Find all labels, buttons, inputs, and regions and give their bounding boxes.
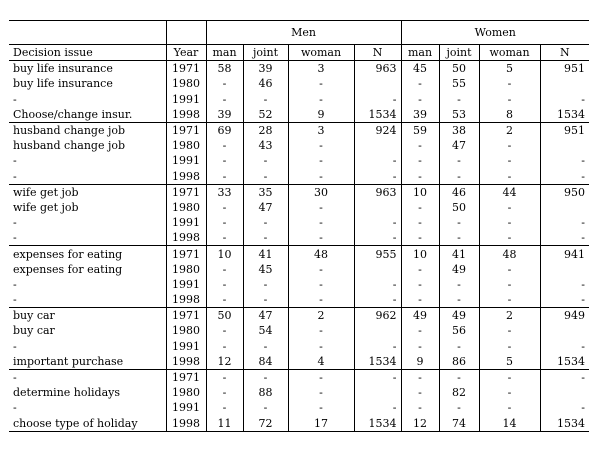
cell-women-man: - (401, 262, 439, 277)
cell-women-n (540, 138, 589, 153)
cell-women-joint: 49 (439, 308, 479, 324)
cell-year: 1998 (166, 416, 206, 432)
column-header-men-n: N (354, 45, 401, 61)
cell-women-woman: - (479, 76, 540, 91)
column-header-men-joint: joint (243, 45, 288, 61)
cell-women-n: - (540, 339, 589, 354)
cell-men-man: 10 (206, 246, 243, 262)
cell-women-woman: 5 (479, 354, 540, 370)
cell-women-joint: 86 (439, 354, 479, 370)
table-row (9, 230, 589, 246)
group-header-men: Men (206, 21, 401, 45)
cell-men-woman: - (288, 400, 354, 415)
cell-issue: choose type of holiday (9, 416, 166, 432)
cell-women-n: - (540, 277, 589, 292)
cell-women-man: 10 (401, 184, 439, 200)
table-row (9, 262, 589, 277)
cell-women-joint: 53 (439, 107, 479, 123)
cell-men-n: 963 (354, 61, 401, 77)
cell-men-n: 963 (354, 184, 401, 200)
table-row (9, 92, 589, 107)
cell-year: 1998 (166, 292, 206, 308)
cell-year: 1971 (166, 184, 206, 200)
cell-men-man: - (206, 292, 243, 308)
cell-men-woman: 48 (288, 246, 354, 262)
cell-men-n: - (354, 169, 401, 185)
cell-women-woman: - (479, 369, 540, 385)
cell-men-joint: - (243, 230, 288, 246)
cell-men-man: 50 (206, 308, 243, 324)
cell-year: 1971 (166, 369, 206, 385)
cell-women-woman: - (479, 215, 540, 230)
cell-issue: - (13, 401, 17, 415)
cell-men-n: 1534 (354, 354, 401, 370)
cell-issue: buy life insurance (9, 61, 166, 77)
cell-men-joint: - (243, 92, 288, 107)
cell-women-joint: 41 (439, 246, 479, 262)
cell-women-woman: - (479, 292, 540, 308)
cell-issue: husband change job (9, 122, 166, 138)
cell-year: 1980 (166, 323, 206, 338)
cell-year: 1998 (166, 354, 206, 370)
cell-men-man: - (206, 92, 243, 107)
cell-men-woman: - (288, 339, 354, 354)
cell-women-n (540, 76, 589, 91)
cell-issue: expenses for eating (13, 262, 123, 276)
cell-men-woman: - (288, 138, 354, 153)
cell-men-woman: - (288, 200, 354, 215)
cell-men-n: - (354, 277, 401, 292)
cell-men-joint: - (243, 215, 288, 230)
header-column-row (9, 45, 589, 61)
table-row (9, 76, 589, 91)
cell-women-joint: - (439, 230, 479, 246)
cell-women-n: 1534 (540, 416, 589, 432)
cell-men-man: - (206, 169, 243, 185)
cell-men-n: 955 (354, 246, 401, 262)
cell-women-man: - (401, 369, 439, 385)
cell-issue: buy car (13, 324, 55, 338)
cell-men-woman: - (288, 369, 354, 385)
cell-men-joint: 54 (243, 323, 288, 338)
cell-issue: - (13, 293, 17, 307)
cell-women-joint: - (439, 215, 479, 230)
cell-men-woman: - (288, 169, 354, 185)
cell-issue: wife get job (13, 200, 79, 214)
table-body (9, 61, 589, 432)
cell-men-joint: 47 (243, 200, 288, 215)
cell-women-joint: 38 (439, 122, 479, 138)
cell-issue: - (13, 154, 17, 168)
cell-women-n (540, 262, 589, 277)
cell-women-n (540, 385, 589, 400)
cell-year: 1971 (166, 61, 206, 77)
cell-women-woman: 44 (479, 184, 540, 200)
cell-women-n: - (540, 400, 589, 415)
empty-header-cell (166, 21, 206, 45)
cell-women-man: - (401, 215, 439, 230)
table-row (9, 277, 589, 292)
column-header-women-woman: woman (479, 45, 540, 61)
table-row (9, 339, 589, 354)
cell-men-woman: - (288, 76, 354, 91)
cell-women-n: 950 (540, 184, 589, 200)
empty-header-cell (9, 21, 166, 45)
table-row (9, 200, 589, 215)
cell-year: 1991 (166, 339, 206, 354)
cell-women-man: 59 (401, 122, 439, 138)
cell-year: 1971 (166, 246, 206, 262)
cell-women-joint: 82 (439, 385, 479, 400)
cell-men-joint: 28 (243, 122, 288, 138)
cell-year: 1980 (166, 385, 206, 400)
cell-men-woman: - (288, 92, 354, 107)
cell-women-n (540, 323, 589, 338)
cell-men-joint: - (243, 277, 288, 292)
cell-women-man: 9 (401, 354, 439, 370)
cell-issue: - (13, 339, 17, 353)
cell-women-joint: - (439, 400, 479, 415)
cell-women-woman: - (479, 277, 540, 292)
cell-women-woman: - (479, 200, 540, 215)
cell-women-n: 951 (540, 122, 589, 138)
cell-men-n: - (354, 92, 401, 107)
cell-women-woman: 8 (479, 107, 540, 123)
cell-women-man: - (401, 200, 439, 215)
cell-issue: - (13, 92, 17, 106)
cell-year: 1980 (166, 262, 206, 277)
table-row (9, 61, 589, 77)
cell-women-woman: - (479, 339, 540, 354)
cell-women-joint: 74 (439, 416, 479, 432)
cell-women-man: - (401, 339, 439, 354)
column-header-year: Year (166, 45, 206, 61)
cell-men-woman: - (288, 323, 354, 338)
cell-year: 1998 (166, 169, 206, 185)
cell-women-man: - (401, 230, 439, 246)
cell-men-man: 33 (206, 184, 243, 200)
cell-women-woman: - (479, 138, 540, 153)
cell-men-joint: 47 (243, 308, 288, 324)
cell-women-woman: - (479, 385, 540, 400)
cell-women-man: 10 (401, 246, 439, 262)
cell-women-woman: - (479, 323, 540, 338)
cell-women-woman: 14 (479, 416, 540, 432)
cell-men-man: 39 (206, 107, 243, 123)
cell-women-joint: 47 (439, 138, 479, 153)
table-row (9, 138, 589, 153)
cell-year: 1971 (166, 122, 206, 138)
cell-men-joint: - (243, 292, 288, 308)
group-header-women: Women (401, 21, 589, 45)
cell-issue: - (13, 277, 17, 291)
cell-women-man: 45 (401, 61, 439, 77)
cell-women-man: - (401, 400, 439, 415)
cell-men-man: - (206, 138, 243, 153)
cell-men-joint: 72 (243, 416, 288, 432)
cell-year: 1998 (166, 107, 206, 123)
cell-men-woman: 17 (288, 416, 354, 432)
cell-issue: - (13, 216, 17, 230)
cell-women-man: 39 (401, 107, 439, 123)
cell-year: 1971 (166, 308, 206, 324)
cell-men-n: 1534 (354, 107, 401, 123)
cell-men-joint: - (243, 369, 288, 385)
cell-men-joint: - (243, 400, 288, 415)
cell-women-man: - (401, 138, 439, 153)
cell-women-man: 12 (401, 416, 439, 432)
cell-year: 1998 (166, 230, 206, 246)
cell-men-n: 924 (354, 122, 401, 138)
cell-issue: determine holidays (13, 386, 120, 400)
cell-women-woman: - (479, 400, 540, 415)
decision-table-wrapper (9, 20, 589, 432)
cell-men-man: - (206, 369, 243, 385)
cell-women-joint: - (439, 292, 479, 308)
cell-year: 1991 (166, 92, 206, 107)
cell-men-n: - (354, 292, 401, 308)
cell-men-woman: 3 (288, 122, 354, 138)
column-header-women-man: man (401, 45, 439, 61)
cell-men-man: - (206, 76, 243, 91)
cell-men-woman: - (288, 277, 354, 292)
cell-year: 1991 (166, 215, 206, 230)
cell-women-joint: - (439, 169, 479, 185)
cell-women-man: - (401, 323, 439, 338)
cell-men-man: - (206, 385, 243, 400)
cell-issue: Choose/change insur. (13, 107, 133, 121)
cell-men-woman: - (288, 292, 354, 308)
table-row (9, 153, 589, 168)
table-row (9, 292, 589, 308)
cell-women-joint: 49 (439, 262, 479, 277)
cell-men-joint: 43 (243, 138, 288, 153)
cell-women-man: 49 (401, 308, 439, 324)
cell-men-woman: - (288, 215, 354, 230)
cell-women-n: 1534 (540, 107, 589, 123)
column-header-men-man: man (206, 45, 243, 61)
cell-men-n (354, 138, 401, 153)
cell-women-joint: - (439, 369, 479, 385)
table-row (9, 122, 589, 138)
cell-men-man: - (206, 200, 243, 215)
cell-men-joint: - (243, 339, 288, 354)
cell-men-n (354, 385, 401, 400)
cell-women-woman: - (479, 262, 540, 277)
cell-women-n: 941 (540, 246, 589, 262)
cell-men-n (354, 200, 401, 215)
cell-women-n: - (540, 292, 589, 308)
cell-women-joint: - (439, 92, 479, 107)
cell-year: 1991 (166, 400, 206, 415)
decision-table (9, 20, 589, 432)
cell-men-joint: 84 (243, 354, 288, 370)
cell-men-n (354, 76, 401, 91)
cell-issue: - (13, 169, 17, 183)
cell-men-joint: - (243, 169, 288, 185)
cell-women-joint: 55 (439, 76, 479, 91)
cell-men-joint: 41 (243, 246, 288, 262)
cell-women-joint: - (439, 277, 479, 292)
cell-women-n: - (540, 215, 589, 230)
table-row (9, 246, 589, 262)
cell-women-n: - (540, 92, 589, 107)
cell-women-man: - (401, 76, 439, 91)
cell-men-woman: 9 (288, 107, 354, 123)
cell-men-joint: 39 (243, 61, 288, 77)
table-row (9, 400, 589, 415)
table-row (9, 215, 589, 230)
cell-men-man: - (206, 400, 243, 415)
cell-women-woman: 2 (479, 308, 540, 324)
column-header-women-joint: joint (439, 45, 479, 61)
cell-year: 1991 (166, 153, 206, 168)
cell-women-woman: - (479, 169, 540, 185)
cell-women-joint: 50 (439, 61, 479, 77)
cell-women-woman: - (479, 230, 540, 246)
cell-issue: buy car (9, 308, 166, 324)
cell-men-woman: - (288, 385, 354, 400)
cell-men-n: 1534 (354, 416, 401, 432)
cell-men-joint: - (243, 153, 288, 168)
cell-men-man: - (206, 339, 243, 354)
cell-men-joint: 88 (243, 385, 288, 400)
cell-women-man: - (401, 292, 439, 308)
cell-men-man: - (206, 215, 243, 230)
cell-men-woman: 2 (288, 308, 354, 324)
cell-men-n: - (354, 153, 401, 168)
cell-women-woman: 2 (479, 122, 540, 138)
cell-issue: expenses for eating (9, 246, 166, 262)
cell-women-woman: - (479, 92, 540, 107)
cell-men-woman: - (288, 262, 354, 277)
cell-issue: - (9, 369, 166, 385)
cell-women-n (540, 200, 589, 215)
cell-men-woman: 3 (288, 61, 354, 77)
cell-men-man: 69 (206, 122, 243, 138)
cell-men-man: 58 (206, 61, 243, 77)
table-row (9, 308, 589, 324)
cell-men-man: - (206, 323, 243, 338)
cell-men-woman: - (288, 153, 354, 168)
cell-women-n: - (540, 230, 589, 246)
cell-men-n: - (354, 215, 401, 230)
cell-women-man: - (401, 277, 439, 292)
cell-women-man: - (401, 169, 439, 185)
cell-men-man: - (206, 262, 243, 277)
cell-men-n: - (354, 400, 401, 415)
cell-men-joint: 45 (243, 262, 288, 277)
cell-men-woman: 30 (288, 184, 354, 200)
header-group-row (9, 21, 589, 45)
column-header-women-n: N (540, 45, 589, 61)
cell-men-n: - (354, 369, 401, 385)
cell-women-man: - (401, 153, 439, 168)
cell-women-joint: 50 (439, 200, 479, 215)
cell-women-joint: 46 (439, 184, 479, 200)
cell-men-man: 11 (206, 416, 243, 432)
table-row (9, 385, 589, 400)
cell-women-man: - (401, 92, 439, 107)
table-row (9, 354, 589, 370)
cell-men-n (354, 323, 401, 338)
cell-women-n: 951 (540, 61, 589, 77)
cell-issue: buy life insurance (13, 77, 113, 91)
cell-men-joint: 46 (243, 76, 288, 91)
cell-women-woman: 5 (479, 61, 540, 77)
cell-women-joint: 56 (439, 323, 479, 338)
table-row (9, 184, 589, 200)
cell-men-woman: - (288, 230, 354, 246)
cell-women-n: 1534 (540, 354, 589, 370)
cell-year: 1980 (166, 76, 206, 91)
table-row (9, 107, 589, 123)
cell-women-joint: - (439, 339, 479, 354)
cell-men-n: 962 (354, 308, 401, 324)
cell-women-joint: - (439, 153, 479, 168)
cell-issue: important purchase (13, 354, 124, 368)
cell-women-n: - (540, 153, 589, 168)
cell-men-man: - (206, 153, 243, 168)
cell-women-n: - (540, 169, 589, 185)
table-row (9, 169, 589, 185)
cell-men-man: - (206, 230, 243, 246)
cell-year: 1980 (166, 200, 206, 215)
cell-men-n: - (354, 230, 401, 246)
cell-men-man: 12 (206, 354, 243, 370)
cell-issue: - (13, 231, 17, 245)
table-row (9, 323, 589, 338)
cell-men-joint: 52 (243, 107, 288, 123)
cell-women-n: - (540, 369, 589, 385)
column-header-issue: Decision issue (9, 45, 166, 61)
cell-year: 1980 (166, 138, 206, 153)
column-header-men-woman: woman (288, 45, 354, 61)
cell-men-man: - (206, 277, 243, 292)
cell-women-n: 949 (540, 308, 589, 324)
cell-issue: husband change job (13, 139, 126, 153)
cell-women-woman: - (479, 153, 540, 168)
cell-men-n (354, 262, 401, 277)
cell-men-joint: 35 (243, 184, 288, 200)
cell-women-man: - (401, 385, 439, 400)
cell-women-woman: 48 (479, 246, 540, 262)
table-row (9, 416, 589, 432)
cell-issue: wife get job (9, 184, 166, 200)
table-row (9, 369, 589, 385)
cell-men-n: - (354, 339, 401, 354)
cell-year: 1991 (166, 277, 206, 292)
cell-men-woman: 4 (288, 354, 354, 370)
